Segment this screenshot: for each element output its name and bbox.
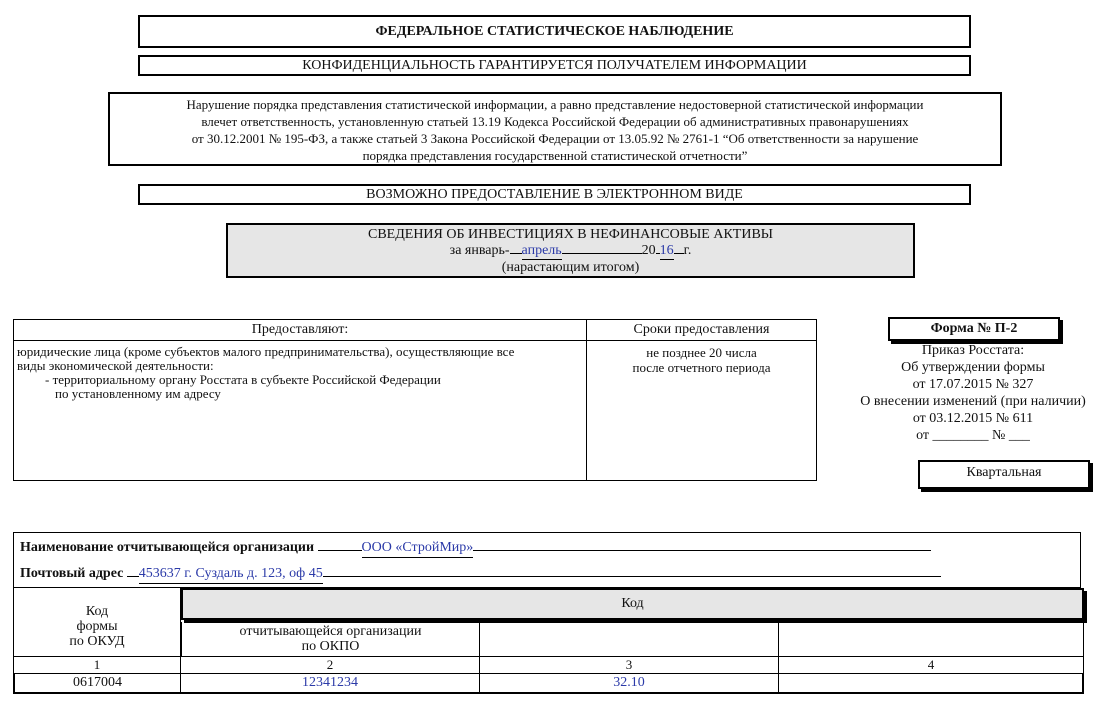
report-cumulative: (нарастающим итогом) <box>501 260 640 275</box>
changes-label: О внесении изменений (при наличии) <box>860 394 1086 409</box>
electronic-text: ВОЗМОЖНО ПРЕДОСТАВЛЕНИЕ В ЭЛЕКТРОННОМ ВИДЕ <box>366 187 743 202</box>
form-approval-info <box>840 342 1106 444</box>
okpo-value: 12341234 <box>302 675 358 690</box>
okud-value-cell[interactable] <box>13 674 181 694</box>
report-title: СВЕДЕНИЯ ОБ ИНВЕСТИЦИЯХ В НЕФИНАНСОВЫЕ АКТИВЫ <box>367 227 774 242</box>
org-address-label: Почтовый адрес <box>20 566 124 581</box>
col-number-2: 2 <box>181 656 480 674</box>
warning-box <box>108 92 1002 166</box>
submitters-header-cell: Предоставляют: <box>14 320 587 341</box>
form-number: Форма № П-2 <box>930 321 1018 336</box>
deadline-cell: не позднее 20 числа после отчетного периода <box>632 345 771 375</box>
warning-line: Нарушение порядка представления статистической информации, а равно представление недостоверной статистической информации <box>186 97 924 112</box>
changes-date: от 03.12.2015 № 611 <box>912 411 1034 426</box>
org-name-label: Наименование отчитывающейся организации <box>20 540 315 555</box>
organization-block <box>13 532 1081 588</box>
report-title-box <box>226 223 915 278</box>
blank-date: от ________ № ___ <box>916 428 1030 443</box>
periodicity: Квартальная <box>966 465 1042 480</box>
warning-line: влечет ответственность, установленную статьей 13.19 Кодекса Российской Федерации об административных правонарушениях <box>201 114 909 129</box>
col4-value-cell[interactable] <box>779 674 1084 694</box>
okpo-value-cell[interactable] <box>181 674 480 694</box>
form-title: ФЕДЕРАЛЬНОЕ СТАТИСТИЧЕСКОЕ НАБЛЮДЕНИЕ <box>375 24 734 39</box>
org-name-row <box>20 539 1070 559</box>
warning-line: порядка представления государственной статистической отчетности” <box>362 148 748 163</box>
col3-header-cell <box>480 622 779 656</box>
col-number-4: 4 <box>779 656 1084 674</box>
warning-line: от 30.12.2001 № 195-ФЗ, а также статьей 3 Закона Российской Федерации от 13.05.92 № 2761-1 “Об ответственности за нарушение <box>191 131 919 146</box>
submitters-cell: юридические лица (кроме субъектов малого предпринимательства), осуществляющие все виды экономической деятельности: - территориальному органу Росстата в субъекте Российской Федерации по установленному им адресу <box>14 341 587 480</box>
okud-value: 0617004 <box>73 675 122 690</box>
confidential-text: КОНФИДЕНЦИАЛЬНОСТЬ ГАРАНТИРУЕТСЯ ПОЛУЧАТЕЛЕМ ИНФОРМАЦИИ <box>302 58 807 73</box>
report-year[interactable]: 16 <box>659 243 674 258</box>
org-name-field[interactable]: ООО «СтройМир» <box>362 539 474 558</box>
codes-table <box>13 588 1085 696</box>
col3-value-cell[interactable] <box>480 674 779 694</box>
okud-header-cell: Код формы по ОКУД <box>13 588 181 656</box>
approval-label: Об утверждении формы <box>901 360 1045 375</box>
form-number-box <box>888 317 1060 341</box>
order-label: Приказ Росстата: <box>921 343 1025 358</box>
org-address-row <box>20 565 1070 585</box>
okpo-header-cell: отчитывающейся организации по ОКПО <box>181 622 480 656</box>
report-period: за январь- апрель 20 16 г. <box>449 243 692 258</box>
org-address-field[interactable]: 453637 г. Суздаль д. 123, оф 45 <box>139 565 323 584</box>
confidential-box <box>138 55 971 76</box>
periodicity-box <box>918 460 1090 489</box>
col-number-1: 1 <box>13 656 181 674</box>
electronic-box <box>138 184 971 205</box>
code-group-header-cell: Код <box>181 588 1084 620</box>
report-month[interactable]: апрель <box>521 243 562 258</box>
submitters-table <box>13 319 817 481</box>
approval-date: от 17.07.2015 № 327 <box>912 377 1034 392</box>
form-title-box <box>138 15 971 48</box>
col3-value: 32.10 <box>613 675 645 690</box>
col4-header-cell <box>779 622 1084 656</box>
deadline-header-cell: Сроки предоставления <box>587 320 816 341</box>
col-number-3: 3 <box>480 656 779 674</box>
